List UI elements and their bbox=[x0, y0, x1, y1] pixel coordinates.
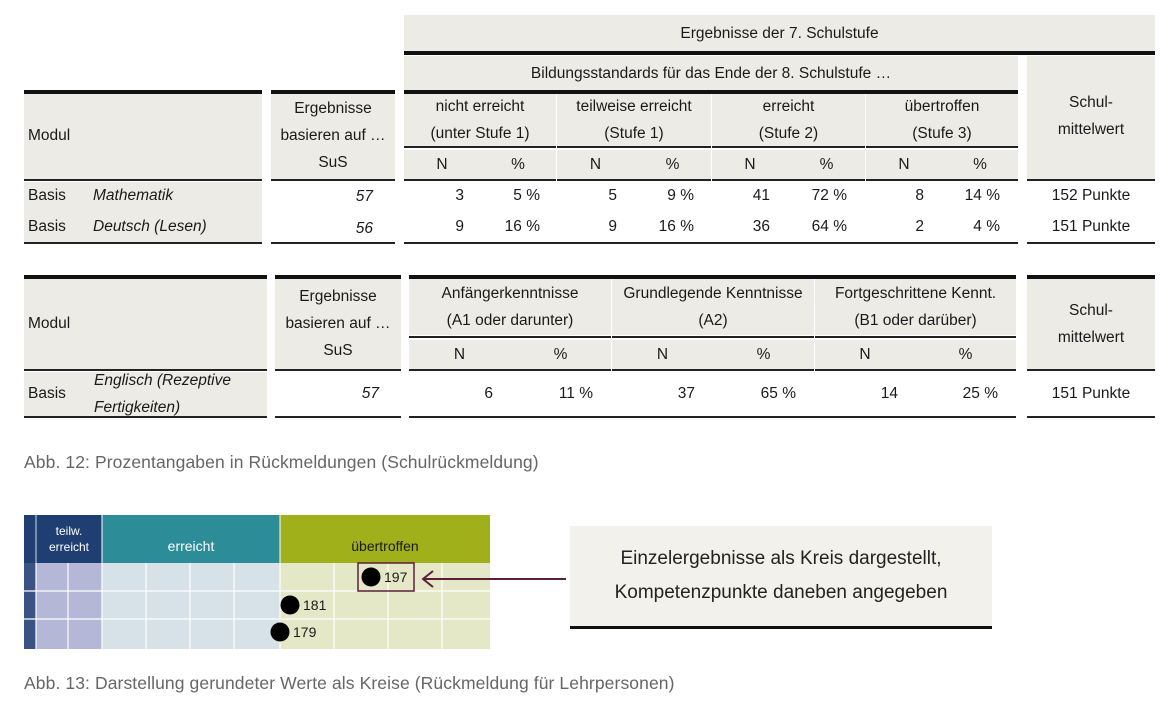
level-line1: nicht erreicht bbox=[435, 98, 525, 115]
value-cell: 25 % bbox=[962, 385, 998, 402]
point-value: 181 bbox=[303, 597, 327, 613]
basis-header bbox=[275, 281, 401, 365]
value-cell: 3 bbox=[455, 187, 464, 204]
pct-header: % bbox=[511, 156, 525, 173]
n-header: N bbox=[744, 156, 756, 173]
value-cell: 4 % bbox=[973, 218, 1000, 235]
mean-header-line1: Schul- bbox=[1069, 94, 1113, 111]
level-line2: (Stufe 1) bbox=[604, 125, 664, 142]
band-label-exceeded: übertroffen bbox=[351, 538, 419, 554]
result-point-181 bbox=[281, 596, 300, 615]
level-line1: Anfängerkenntnisse bbox=[441, 285, 579, 302]
basis-header-line3: SuS bbox=[318, 153, 348, 171]
value-cell: 72 % bbox=[811, 187, 847, 204]
level-header bbox=[866, 94, 1018, 146]
level-line2: (A2) bbox=[698, 312, 728, 329]
n-header: N bbox=[453, 346, 466, 363]
value-cell: 8 bbox=[915, 187, 924, 204]
callout-box bbox=[570, 526, 992, 629]
value-cell: 2 bbox=[915, 218, 924, 235]
band-label-line1: teilw. bbox=[55, 524, 83, 538]
pct-header: % bbox=[553, 346, 568, 363]
value-cell: 5 % bbox=[513, 187, 540, 204]
callout-line1: Einzelergebnisse als Kreis dargestellt, bbox=[620, 548, 942, 569]
pct-header: % bbox=[973, 156, 987, 173]
value-cell: 5 bbox=[608, 187, 617, 204]
mean-cell: 152 Punkte bbox=[1051, 187, 1131, 204]
mean-header-line2: mittelwert bbox=[1057, 329, 1125, 346]
arrow-left-icon bbox=[418, 567, 568, 591]
subject-line1: Englisch (Rezeptive bbox=[94, 372, 231, 389]
value-cell: 37 bbox=[677, 385, 695, 402]
n-header: N bbox=[589, 156, 602, 173]
figure-caption-12: Abb. 12: Prozentangaben in Rückmeldungen (Schulrückmeldung) bbox=[24, 452, 539, 472]
result-point-179 bbox=[271, 623, 290, 642]
modul-header: Modul bbox=[28, 314, 71, 332]
basis-header-line1: Ergebnisse bbox=[294, 99, 372, 117]
band-label-reached: erreicht bbox=[167, 538, 215, 554]
level-line2: (Stufe 3) bbox=[912, 125, 972, 142]
level-header bbox=[815, 279, 1016, 335]
basis-header-line2: basieren auf … bbox=[280, 126, 386, 144]
level-line1: übertroffen bbox=[904, 98, 980, 115]
level-line2: (B1 oder darüber) bbox=[854, 312, 977, 329]
value-cell: 9 bbox=[608, 218, 617, 235]
value-cell: 14 bbox=[880, 385, 898, 402]
mean-cell: 151 Punkte bbox=[1051, 385, 1131, 402]
value-cell: 11 % bbox=[558, 385, 593, 402]
value-cell: 14 % bbox=[964, 187, 1000, 204]
band-partially-reached bbox=[36, 515, 102, 563]
n-header: N bbox=[898, 156, 910, 173]
subject-cell bbox=[94, 367, 264, 421]
subject-line2: Fertigkeiten) bbox=[94, 399, 181, 416]
mean-header bbox=[1027, 279, 1155, 369]
value-cell: 6 bbox=[484, 385, 493, 402]
mean-header bbox=[1027, 88, 1155, 144]
pct-header: % bbox=[756, 346, 771, 363]
pct-header: % bbox=[665, 156, 680, 173]
value-cell: 9 bbox=[455, 218, 464, 235]
level-header bbox=[557, 94, 711, 146]
value-cell: 9 % bbox=[667, 187, 694, 204]
basis-header-line2: basieren auf … bbox=[285, 314, 391, 332]
standards-header: Bildungsstandards für das Ende der 8. Schulstufe … bbox=[530, 64, 892, 82]
band-label-line2: erreicht bbox=[48, 540, 90, 554]
result-point-197 bbox=[362, 568, 381, 587]
value-cell: 16 % bbox=[504, 218, 540, 235]
value-cell: 65 % bbox=[760, 385, 796, 402]
sus-cell: 56 bbox=[355, 220, 373, 237]
callout-line2: Kompetenzpunkte daneben angegeben bbox=[614, 582, 948, 603]
value-cell: 16 % bbox=[658, 218, 694, 235]
sus-cell: 57 bbox=[361, 385, 379, 402]
value-cell: 64 % bbox=[811, 218, 847, 235]
level-line1: erreicht bbox=[762, 98, 815, 115]
subject-cell: Mathematik bbox=[93, 187, 174, 204]
n-header: N bbox=[859, 346, 871, 363]
value-cell: 41 bbox=[752, 187, 770, 204]
n-header: N bbox=[436, 156, 448, 173]
level-line2: (Stufe 2) bbox=[758, 125, 819, 142]
modul-header: Modul bbox=[28, 126, 71, 144]
level-line1: Fortgeschrittene Kennt. bbox=[834, 285, 997, 302]
subject-cell: Deutsch (Lesen) bbox=[93, 218, 207, 235]
modul-cell: Basis bbox=[28, 218, 66, 235]
level-line1: Grundlegende Kenntnisse bbox=[623, 285, 803, 302]
basis-header-line1: Ergebnisse bbox=[299, 287, 377, 305]
level-header bbox=[712, 94, 865, 146]
sus-cell: 57 bbox=[355, 188, 373, 205]
level-line1: teilweise erreicht bbox=[576, 98, 692, 115]
mean-cell: 151 Punkte bbox=[1051, 218, 1131, 235]
pct-header: % bbox=[958, 346, 973, 363]
n-header: N bbox=[656, 346, 669, 363]
mean-header-line1: Schul- bbox=[1069, 302, 1113, 319]
band-navy-left bbox=[24, 515, 36, 563]
level-header bbox=[409, 279, 611, 335]
level-header bbox=[404, 94, 556, 146]
point-value: 197 bbox=[384, 569, 408, 585]
basis-header-line3: SuS bbox=[323, 341, 353, 359]
level-line2: (A1 oder darunter) bbox=[446, 312, 574, 329]
point-value: 179 bbox=[293, 624, 317, 640]
value-cell: 36 bbox=[752, 218, 770, 235]
super-header: Ergebnisse der 7. Schulstufe bbox=[680, 24, 879, 42]
pct-header: % bbox=[819, 156, 834, 173]
modul-cell: Basis bbox=[28, 385, 66, 402]
level-header bbox=[612, 279, 814, 335]
mean-header-line2: mittelwert bbox=[1057, 121, 1125, 138]
basis-header bbox=[271, 94, 395, 176]
figure-caption-13: Abb. 13: Darstellung gerundeter Werte als Kreise (Rückmeldung für Lehrpersonen) bbox=[24, 673, 675, 693]
modul-cell: Basis bbox=[28, 187, 66, 204]
level-line2: (unter Stufe 1) bbox=[430, 125, 530, 142]
